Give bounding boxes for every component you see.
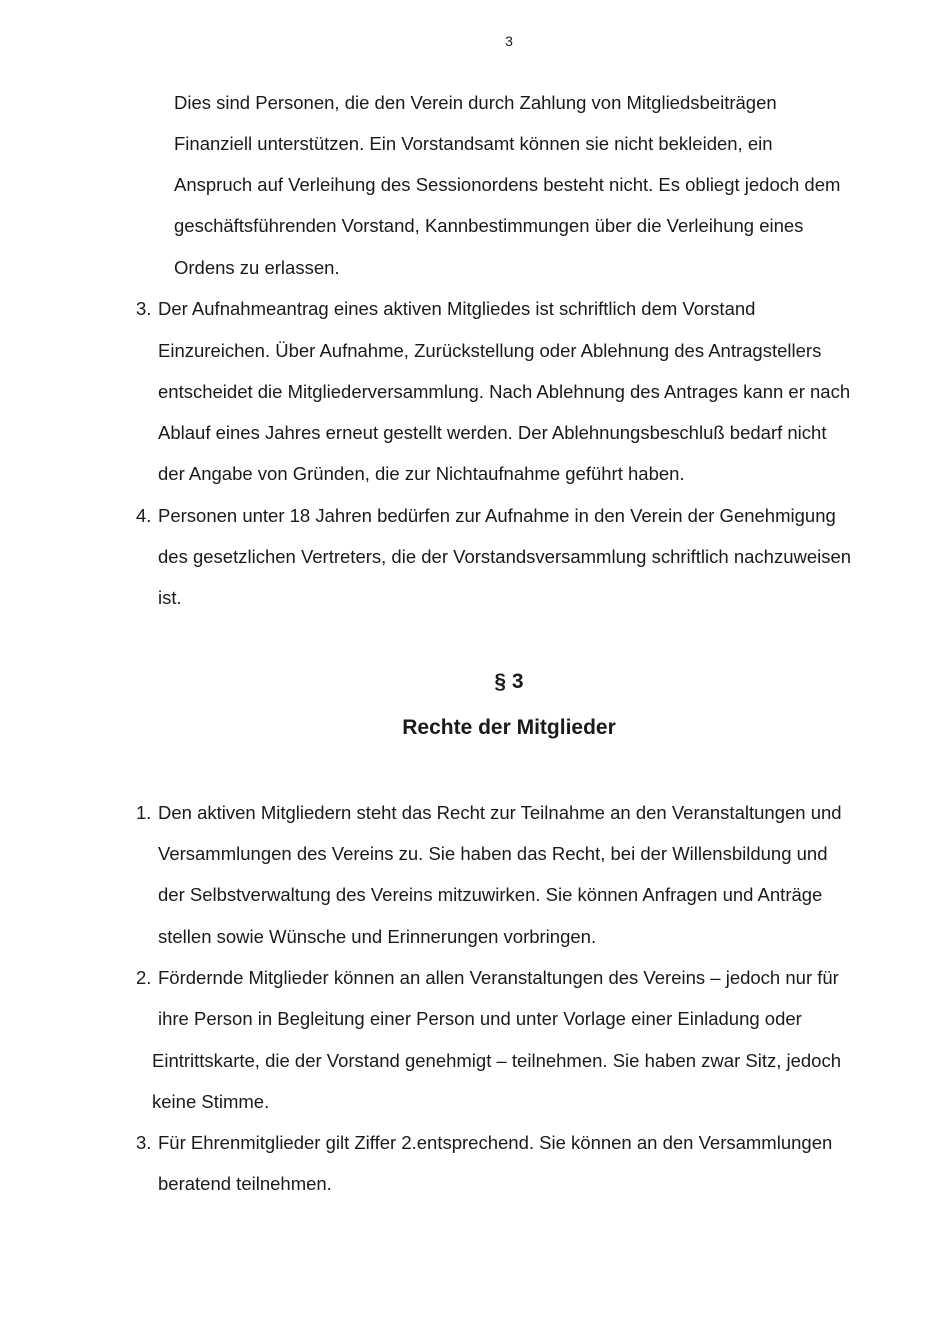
text-line: Personen unter 18 Jahren bedürfen zur Aufnahme in den Verein der Genehmigung [158,505,836,526]
text-line: Der Aufnahmeantrag eines aktiven Mitgliedes ist schriftlich dem Vorstand [158,298,756,319]
text-line: Eintrittskarte, die der Vorstand genehmigt – teilnehmen. Sie haben zwar Sitz, jedoch [152,1050,841,1071]
text-line: stellen sowie Wünsche und Erinnerungen vorbringen. [158,926,597,947]
text-line: Fördernde Mitglieder können an allen Veranstaltungen des Vereins – jedoch nur für [158,967,839,988]
item-number: 3. [136,1132,152,1153]
text-line: Für Ehrenmitglieder gilt Ziffer 2.entsprechend. Sie können an den Versammlungen [158,1132,833,1153]
text-line: Dies sind Personen, die den Verein durch Zahlung von Mitgliedsbeiträgen [174,92,777,113]
text-line: beratend teilnehmen. [158,1173,332,1194]
text-line: der Selbstverwaltung des Vereins mitzuwirken. Sie können Anfragen und Anträge [158,884,823,905]
text-line: keine Stimme. [152,1091,270,1112]
item-number: 4. [136,505,152,526]
page-number: 3 [505,33,513,49]
text-line: geschäftsführenden Vorstand, Kannbestimmungen über die Verleihung eines [174,215,804,236]
text-line: Versammlungen des Vereins zu. Sie haben das Recht, bei der Willensbildung und [158,843,828,864]
text-line: entscheidet die Mitgliederversammlung. Nach Ablehnung des Antrages kann er nach [158,381,851,402]
text-line: Finanziell unterstützen. Ein Vorstandsamt können sie nicht bekleiden, ein [174,133,773,154]
text-line: Anspruch auf Verleihung des Sessionordens besteht nicht. Es obliegt jedoch dem [174,174,841,195]
section-number: § 3 [494,670,524,693]
item-number: 1. [136,802,152,823]
text-line: ist. [158,587,182,608]
text-line: Ordens zu erlassen. [174,257,340,278]
text-line: des gesetzlichen Vertreters, die der Vorstandsversammlung schriftlich nachzuweisen [158,546,852,567]
text-line: Ablauf eines Jahres erneut gestellt werden. Der Ablehnungsbeschluß bedarf nicht [158,422,827,443]
text-line: ihre Person in Begleitung einer Person und unter Vorlage einer Einladung oder [158,1008,802,1029]
item-number: 3. [136,298,152,319]
section-title: Rechte der Mitglieder [402,716,616,739]
item-number: 2. [136,967,152,988]
text-line: der Angabe von Gründen, die zur Nichtaufnahme geführt haben. [158,463,685,484]
text-line: Den aktiven Mitgliedern steht das Recht zur Teilnahme an den Veranstaltungen und [158,802,842,823]
text-line: Einzureichen. Über Aufnahme, Zurückstellung oder Ablehnung des Antragstellers [158,340,822,361]
